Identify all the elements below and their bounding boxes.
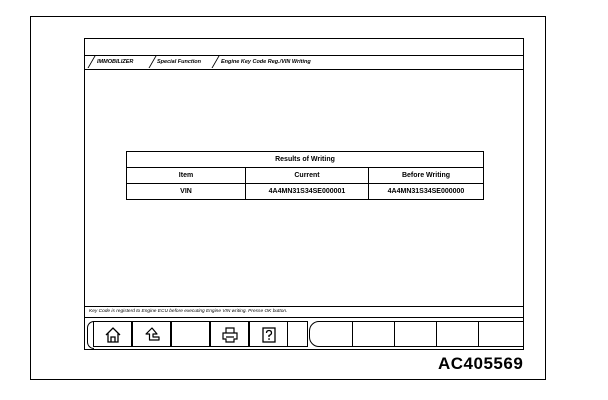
back-button[interactable]	[132, 321, 171, 347]
figure-code: AC405569	[438, 354, 524, 373]
diagnostic-screen	[84, 38, 524, 350]
message-text: Key Code is registerd to Engine ECU before executing Engine VIN writing. Presse OK button.	[89, 309, 288, 314]
breadcrumb-separator	[149, 56, 157, 68]
help-button[interactable]	[249, 321, 288, 347]
home-button[interactable]	[93, 321, 132, 347]
back-icon	[143, 326, 161, 344]
soft-key-panel	[309, 321, 524, 347]
empty-button[interactable]	[171, 321, 210, 347]
cell-current: 4A4MN31S34SE000001	[246, 184, 369, 200]
results-table	[126, 151, 484, 200]
soft-key-4[interactable]	[436, 322, 479, 346]
breadcrumb-special-function[interactable]: Special Function	[157, 59, 202, 65]
help-icon	[260, 326, 278, 344]
soft-key-3[interactable]	[394, 322, 437, 346]
print-icon	[221, 326, 239, 344]
message-bar	[85, 306, 523, 318]
results-title: Results of Writing	[127, 152, 484, 168]
column-header-item: Item	[127, 168, 246, 184]
cell-item: VIN	[127, 184, 246, 200]
function-button-bar	[85, 318, 523, 349]
button-bar-spacer	[288, 321, 308, 347]
table-row	[127, 184, 484, 200]
print-button[interactable]	[210, 321, 249, 347]
breadcrumb-immobilizer[interactable]: IMMOBILIZER	[97, 59, 134, 65]
breadcrumb	[85, 55, 523, 70]
title-bar	[85, 39, 523, 56]
home-icon	[104, 326, 122, 344]
column-header-current: Current	[246, 168, 369, 184]
breadcrumb-engine-key-code: Engine Key Code Reg./VIN Writing	[221, 59, 311, 65]
soft-key-1[interactable]	[310, 322, 353, 346]
cell-before-writing: 4A4MN31S34SE000000	[369, 184, 484, 200]
soft-key-2[interactable]	[352, 322, 395, 346]
breadcrumb-separator	[212, 56, 220, 68]
breadcrumb-separator	[88, 56, 96, 68]
column-header-before-writing: Before Writing	[369, 168, 484, 184]
soft-key-5[interactable]	[478, 322, 522, 346]
